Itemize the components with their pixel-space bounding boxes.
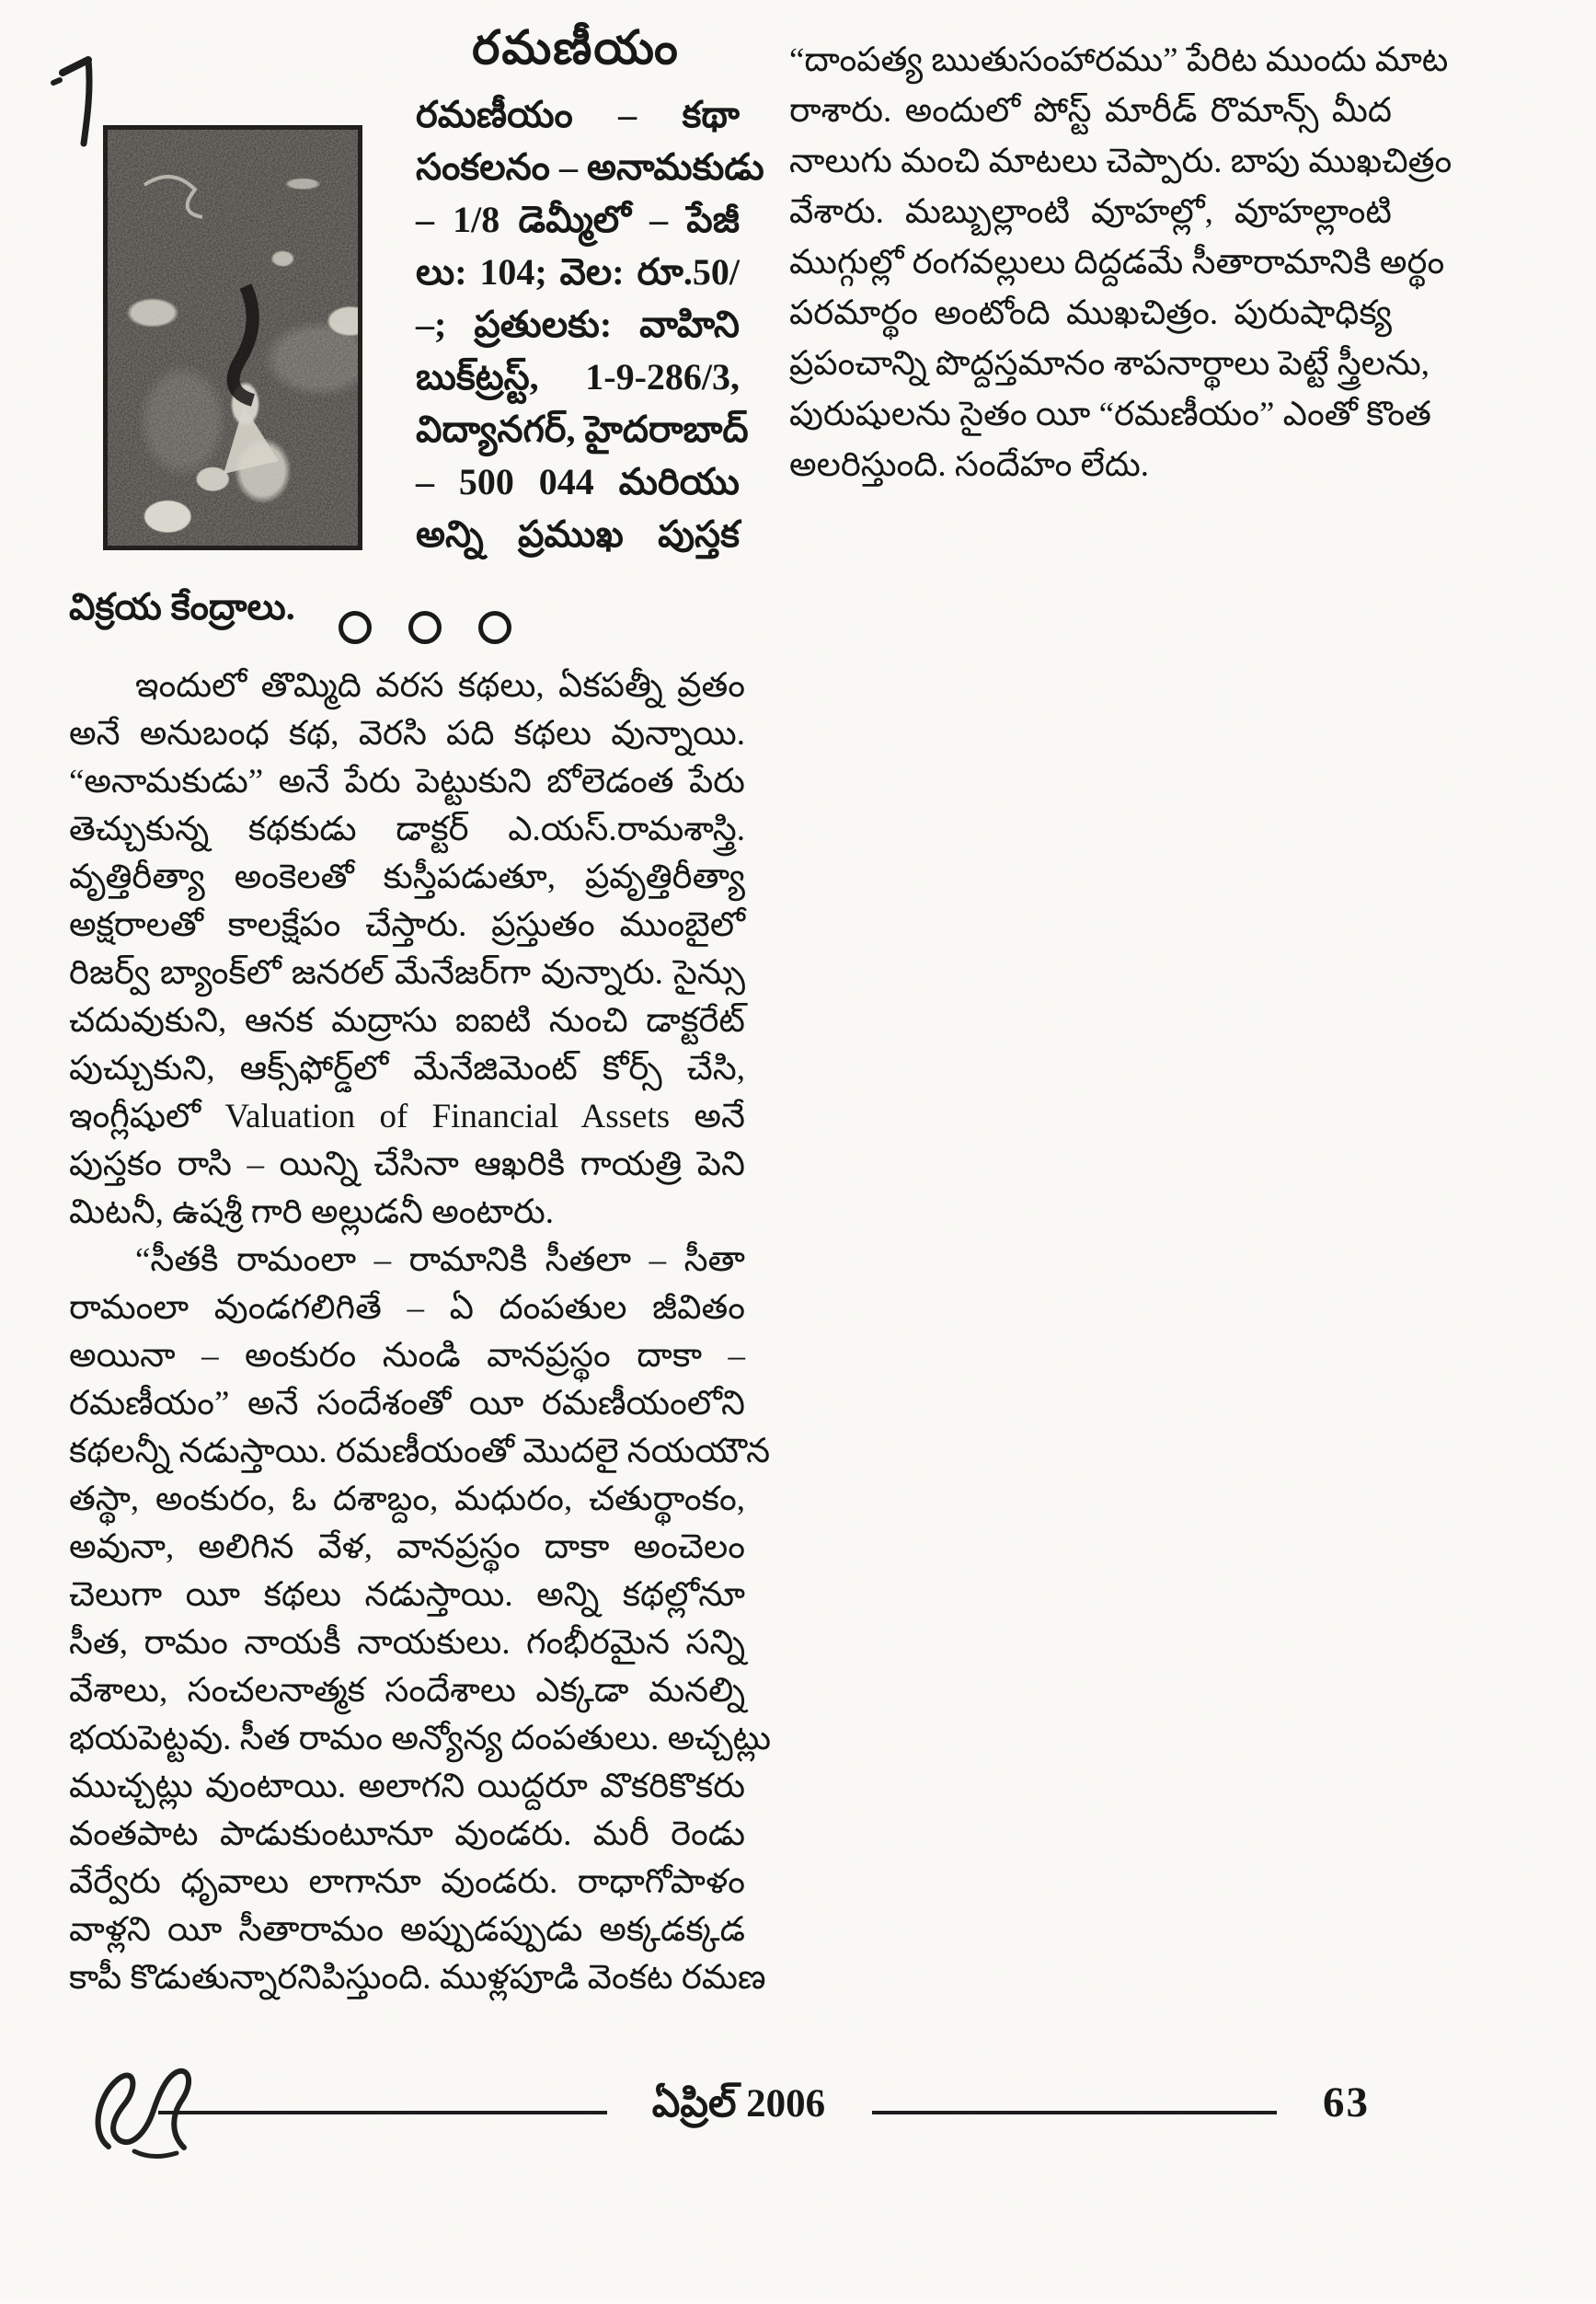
book-info-column bbox=[416, 88, 764, 560]
body-text-line: ఇంగ్లీషులో Valuation of Financial Assets అనే bbox=[69, 1098, 745, 1135]
separator-circle-icon bbox=[339, 611, 372, 644]
book-info-line: అన్ని ప్రముఖ పుస్తక bbox=[416, 513, 740, 555]
separator-circle-icon bbox=[408, 611, 442, 644]
body-text-line: వేశారు. మబ్బుల్లాంటి వూహల్లో, వూహల్లాంటి bbox=[789, 193, 1392, 231]
body-text-line: ముగ్గుల్లో రంగవల్లులు దిద్దడమే సీతారామానికి అర్థం bbox=[789, 244, 1445, 282]
body-text-line: భయపెట్టవు. సీత రామం అన్యోన్య దంపతులు. అచ్చట్లు bbox=[69, 1720, 772, 1757]
body-text-line: అవునా, అలిగిన వేళ, వానప్రస్థం దాకా అంచెలం bbox=[69, 1528, 745, 1566]
body-text-line: నాలుగు మంచి మాటలు చెప్పారు. బాపు ముఖచిత్రం bbox=[789, 143, 1452, 180]
body-text-line: చదువుకుని, ఆనక మద్రాసు ఐఐటి నుంచి డాక్టరేట్ bbox=[69, 1002, 745, 1040]
body-text-line: కథలన్నీ నడుస్తాయి. రమణీయంతో మొదలై నయయౌన bbox=[69, 1433, 771, 1470]
body-text-line: పురుషులను సైతం యీ “రమణీయం” ఎంతో కొంత bbox=[789, 396, 1431, 433]
body-text-line: “అనామకుడు” అనే పేరు పెట్టుకుని బోలెడంత పేరు bbox=[69, 763, 745, 801]
body-text-line: పుస్తకం రాసి – యిన్ని చేసినా ఆఖరికి గాయత్రి పెని bbox=[69, 1146, 745, 1183]
body-text-line: పరమార్థం అంటోంది ముఖచిత్రం. పురుషాధిక్య bbox=[789, 294, 1392, 332]
body-text-line: తెచ్చుకున్న కథకుడు డాక్టర్ ఎ.యస్.రామశాస్త్రి. bbox=[69, 811, 745, 848]
body-text-line: రాశారు. అందులో పోస్ట్ మారీడ్ రొమాన్స్ మీద bbox=[789, 92, 1392, 130]
body-text-line: అక్షరాలతో కాలక్షేపం చేస్తారు. ప్రస్తుతం ముంబైలో bbox=[69, 906, 745, 944]
body-text-line: అయినా – అంకురం నుండి వానప్రస్థం దాకా – bbox=[69, 1337, 745, 1375]
body-text-line: వేశాలు, సంచలనాత్మక సందేశాలు ఎక్కడా మనల్ని bbox=[69, 1672, 745, 1710]
body-text-line: రమణీయం” అనే సందేశంతో యీ రమణీయంలోని bbox=[69, 1385, 745, 1423]
body-text-line: ప్రపంచాన్ని పొద్దస్తమానం శాపనార్థాలు పెట్టే స్త్రీలను, bbox=[789, 345, 1430, 383]
body-text-line: వాళ్లని యీ సీతారామం అప్పుడప్పుడు అక్కడక్కడ bbox=[69, 1911, 745, 1949]
book-info-line: విద్యానగర్, హైదరాబాద్ bbox=[416, 409, 749, 450]
body-text-line: ఇందులో తొమ్మిది వరస కథలు, ఏకపత్నీ వ్రతం bbox=[135, 667, 745, 705]
body-text-line: సీత, రామం నాయకీ నాయకులు. గంభీరమైన సన్ని bbox=[69, 1624, 745, 1662]
book-info-line: లు: 104; వెల: రూ.50/ bbox=[416, 251, 740, 293]
body-text-line: చెలుగా యీ కథలు నడుస్తాయి. అన్ని కథల్లోనూ bbox=[69, 1576, 745, 1614]
book-info-line: – 1/8 డెమ్మీలో – పేజీ bbox=[416, 199, 740, 240]
book-info-line: – 500 044 మరియు bbox=[416, 461, 740, 502]
body-text-line: ముచ్చట్లు వుంటాయి. అలాగని యిద్దరూ వొకరికొకరు bbox=[69, 1768, 745, 1805]
section-separator bbox=[339, 611, 511, 644]
body-text-line: వృత్తిరీత్యా అంకెలతో కుస్తీపడుతూ, ప్రవృత్తిరీత్యా bbox=[69, 858, 745, 896]
body-text-line: తస్థా, అంకురం, ఓ దశాబ్దం, మధురం, చతుర్థాంకం, bbox=[69, 1480, 745, 1518]
body-text-line: అలరిస్తుంది. సందేహం లేదు. bbox=[789, 446, 1150, 484]
body-text-line: రిజర్వ్ బ్యాంక్‌లో జనరల్ మేనేజర్‌గా వున్నారు. సైన్సు bbox=[69, 954, 745, 992]
body-column-right bbox=[789, 35, 1452, 490]
article-title: రమణీయం bbox=[472, 23, 680, 75]
separator-circle-icon bbox=[478, 611, 511, 644]
book-info-line: రమణీయం – కథా bbox=[416, 94, 740, 135]
book-info-line: బుక్‌ట్రస్ట్, 1-9-286/3, bbox=[416, 356, 740, 397]
body-text-line: కాపీ కొడుతున్నారనిపిస్తుంది. ముళ్లపూడి వెంకట రమణ bbox=[69, 1959, 766, 1997]
page-number: 63 bbox=[1323, 2079, 1370, 2126]
body-column-left bbox=[69, 662, 772, 2002]
book-info-line: సంకలనం – అనామకుడు bbox=[416, 146, 764, 188]
body-text-line: రామంలా వుండగలిగితే – ఏ దంపతుల జీవితం bbox=[69, 1289, 745, 1327]
body-text-line: మిటనీ, ఉషశ్రీ గారి అల్లుడనీ అంటారు. bbox=[69, 1193, 554, 1231]
body-text-line: “దాంపత్య ఋతుసంహారము” పేరిట ముందు మాట bbox=[789, 41, 1449, 79]
body-text-line: “సీతకి రామంలా – రామానికి సీతలా – సీతా bbox=[135, 1241, 745, 1279]
body-text-line: వేర్వేరు ధృవాలు లాగానూ వుండరు. రాధాగోపాళం bbox=[69, 1863, 745, 1901]
book-info-line: –; ప్రతులకు: వాహిని bbox=[416, 304, 740, 345]
body-text-line: వంతపాట పాడుకుంటూనూ వుండరు. మరీ రెండు bbox=[69, 1815, 745, 1853]
body-text-line: పుచ్చుకుని, ఆక్స్‌ఫోర్డ్‌లో మేనేజిమెంట్ కోర్స్ చేసి, bbox=[69, 1050, 745, 1088]
footer-divider-right bbox=[872, 2111, 1277, 2114]
body-text-line: అనే అనుబంధ కథ, వెరసి పది కథలు వున్నాయి. bbox=[69, 715, 745, 753]
sales-centers-line: విక్రయ కేంద్రాలు. bbox=[69, 586, 295, 628]
issue-date: ఏప్రిల్ 2006 bbox=[651, 2082, 826, 2125]
footer-divider-left bbox=[158, 2111, 607, 2114]
book-cover-image bbox=[103, 125, 362, 550]
